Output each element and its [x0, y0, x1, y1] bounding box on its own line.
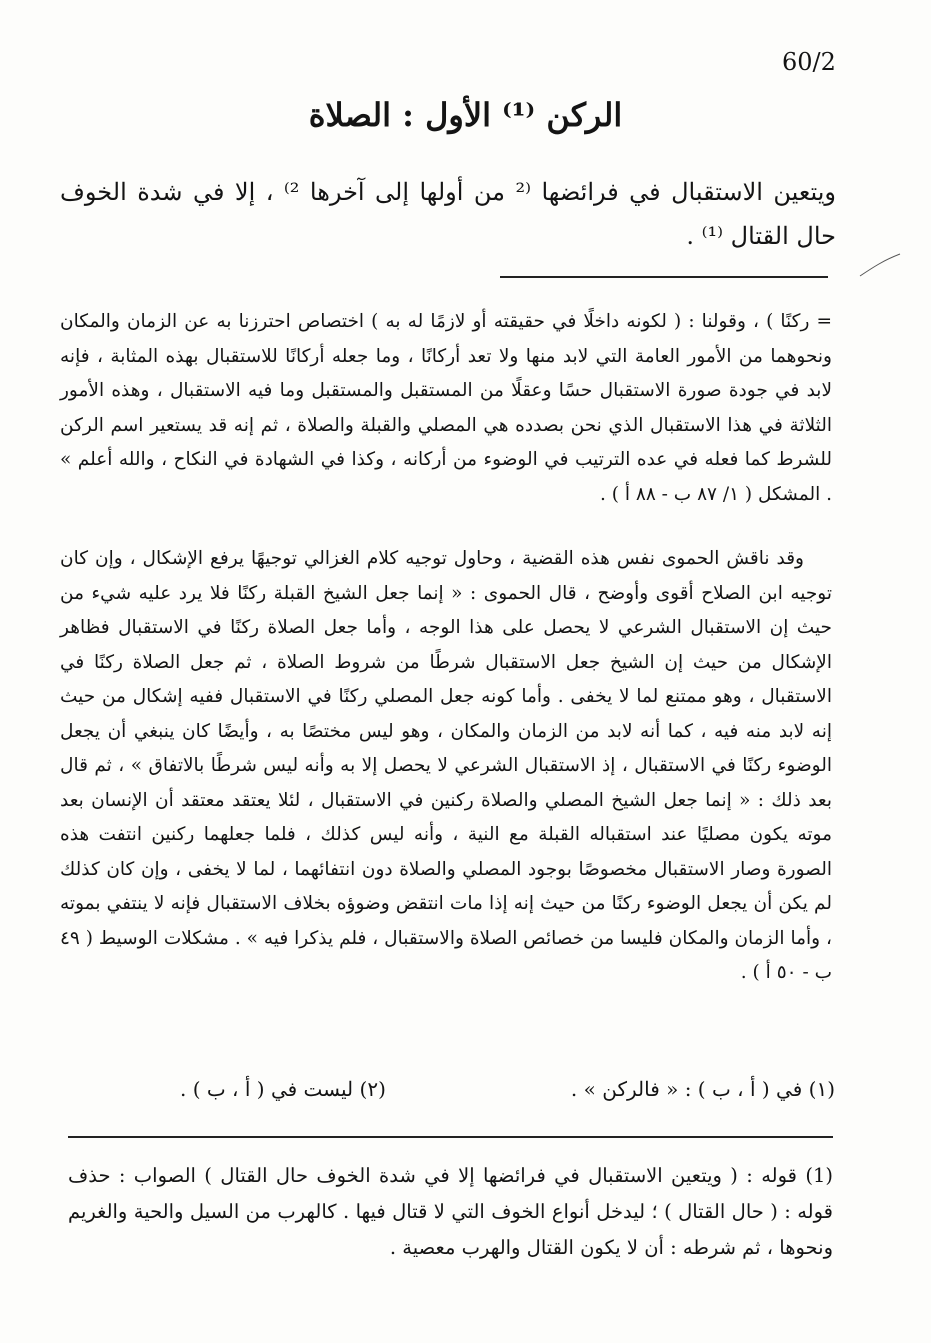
- commentary-paragraph-1: = ركنًا ) ، وقولنا : ( لكونه داخلًا في حقيقته أو لازمًا له به ) اختصاص احترزنا به عن الزمان والمكان ونحوهما من الأمور العامة التي لابد منها ولا تعد أركانًا ، وما جعله أركانًا للاستقبال بهذه المثابة ، فإنه لابد في جودة صورة الاستقبال حسًا وعقلًا من المستقبل والمستقبل وما فيه الاستقبال ، وهذه الأمور الثلاثة في هذا الاستقبال الذي نحن بصدده هي المصلي والقبلة والصلاة ، ثم إنه قد يستعير اسم الركن للشرط كما فعله في عده الترتيب في الوضوء من أركانه ، وكذا في الشهادة في النكاح ، والله أعلم » . المشكل ( ١/ ٨٧ ب - ٨٨ أ ) .: [60, 311, 832, 505]
- variant-note-1: (١) في ( أ ، ب ) : « فالركن » .: [570, 1077, 835, 1101]
- footnote-block: [68, 1158, 833, 1266]
- commentary-block: [60, 305, 832, 991]
- footnote-separator-rule: [68, 1136, 833, 1138]
- footnote-1: (1) قوله : ( ويتعين الاستقبال في فرائضها إلا في شدة الخوف حال القتال ) الصواب : حذف قوله : ( حال القتال ) ؛ ليدخل أنواع الخوف التي لا قتال فيها . كالهرب من السيل والحية والغريم ونحوها ، ثم شرطه : أن لا يكون القتال والهرب معصية .: [68, 1164, 834, 1259]
- main-text: ويتعين الاستقبال في فرائضها ⁽² من أولها إلى آخرها ²⁾ ، إلا في شدة الخوف حال القتال ⁽¹⁾ .: [60, 178, 836, 250]
- page-number: 60/2: [782, 48, 836, 76]
- text-separator-rule: [500, 276, 828, 278]
- commentary-paragraph-2: وقد ناقش الحموى نفس هذه القضية ، وحاول توجيه كلام الغزالي توجيهًا يرفع الإشكال ، وإن كان توجيه ابن الصلاح أقوى وأوضح ، قال الحموى : « إنما جعل الشيخ القبلة ركنًا فلا يرد عليه شيء من حيث إن الاستقبال الشرعي لا يحصل على هذا الوجه ، وأما جعل الصلاة ركنًا في الاستقبال فظاهر الإشكال من حيث إن الشيخ جعل الاستقبال شرطًا من شروط الصلاة ، ثم جعل الصلاة ركنًا في الاستقبال ، وهو ممتنع لما لا يخفى . وأما كونه جعل المصلي ركنًا في الاستقبال ففيه إشكال من حيث إنه لابد منه فيه ، كما أنه لابد من الزمان والمكان ، وهو ليس مختصًا به ، وأيضًا كان ينبغي أن يجعل الوضوء ركنًا في الاستقبال ، إذ الاستقبال الشرعي لا يحصل إلا به وأنه ليس شرطًا بالاتفاق » ، ثم قال بعد ذلك : « إنما جعل الشيخ المصلي والصلاة ركنين في الاستقبال ، لئلا يعتقد معتقد أن الإنسان بعد موته يكون مصليًا عند استقباله القبلة مع النية ، وأنه ليس كذلك ، فلما جعلهما ركنين انتفت هذه الصورة وصار الاستقبال مخصوصًا بوجود المصلي والصلاة دون انتفائهما ، لما لا يخفى ، وإن كان كذلك لم يكن أن يجعل الوضوء ركنًا من حيث إنه إذا مات انتقض وضوؤه بخلاف الاستقبال فإنه لا ينتفي بموته ، وأما الزمان والمكان فليسا من خصائص الصلاة والاستقبال ، فلم يذكرا فيه » . مشكلات الوسيط ( ٤٩ ب - ٥٠ أ ) .: [60, 548, 832, 983]
- pen-stroke-mark: [858, 252, 902, 278]
- variant-note-2: (٢) ليست في ( أ ، ب ) .: [180, 1077, 386, 1101]
- section-heading: الركن ⁽¹⁾ الأول : الصلاة: [308, 96, 623, 134]
